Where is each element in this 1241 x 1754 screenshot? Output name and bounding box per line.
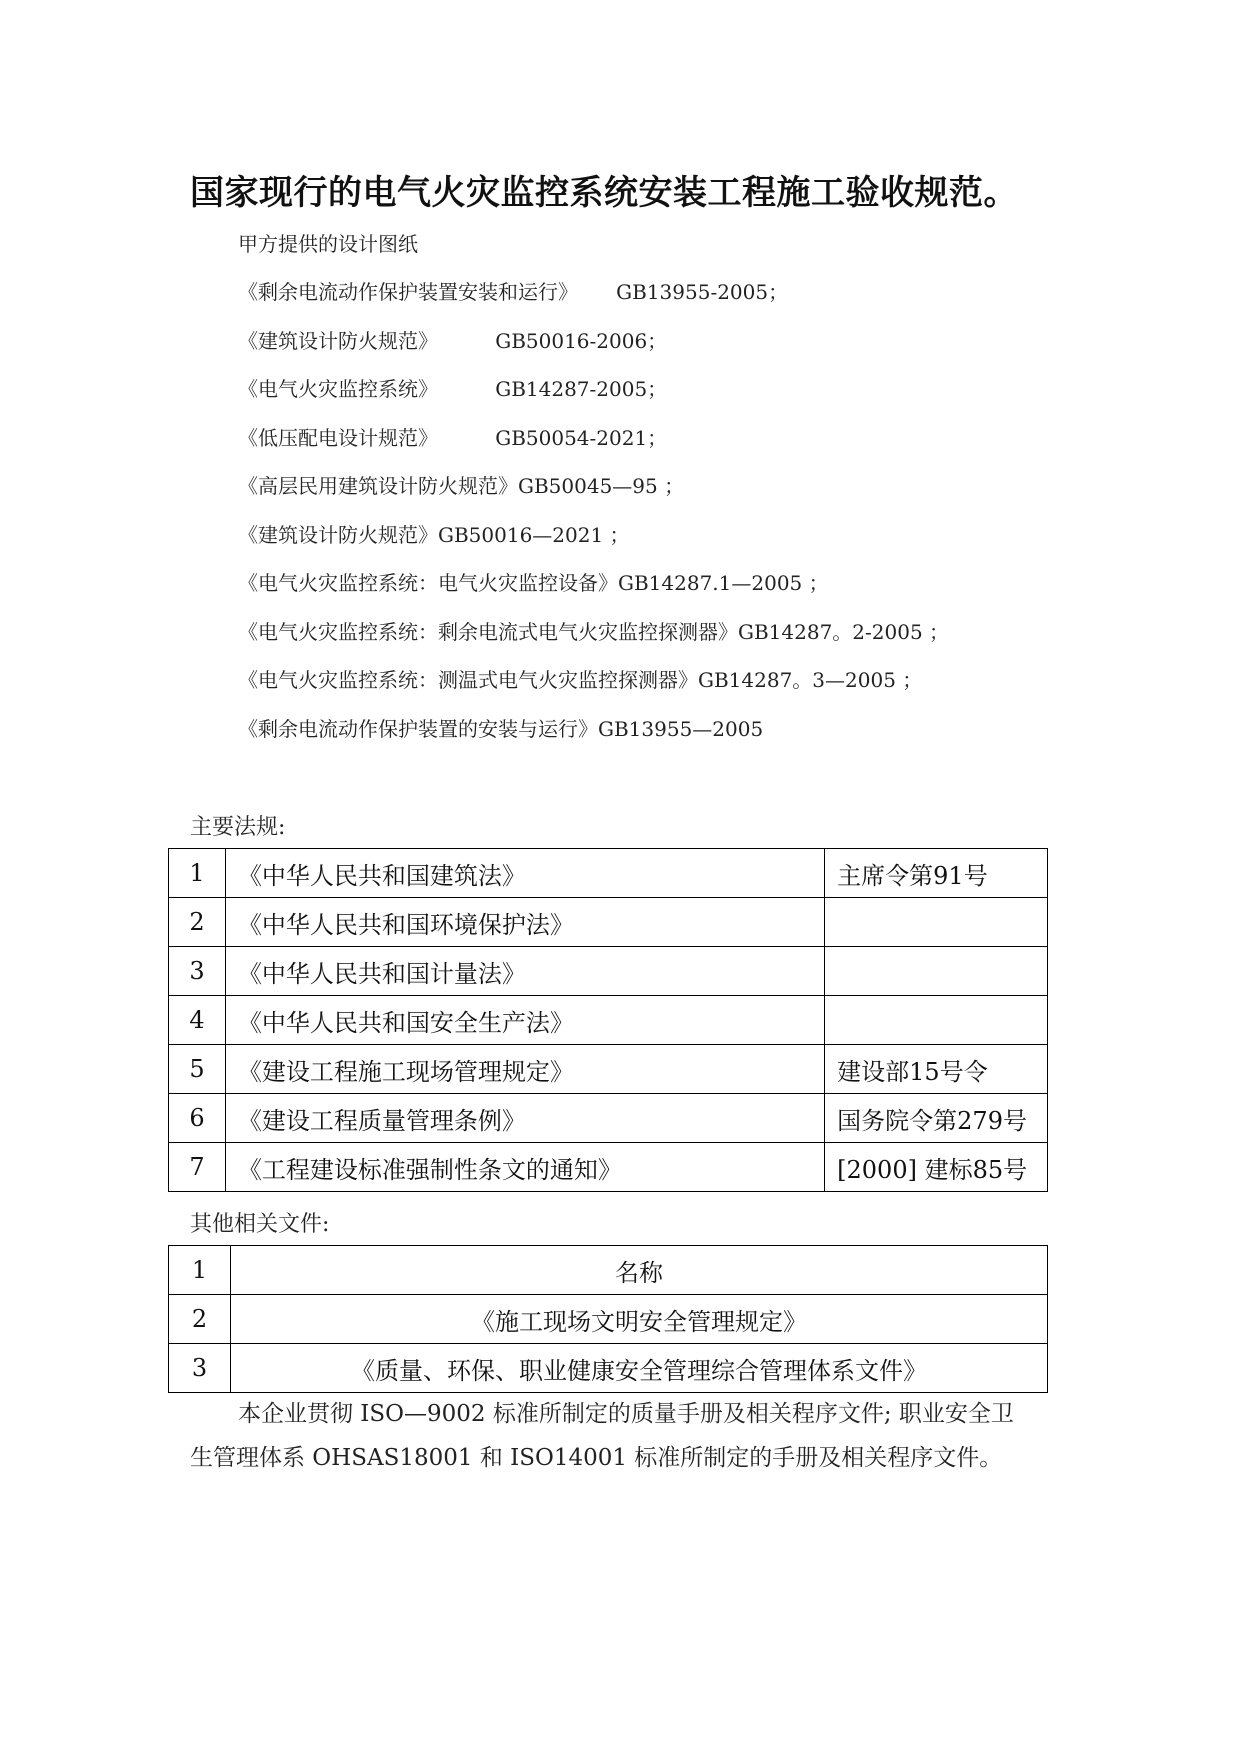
document-name-header: 名称 bbox=[230, 1246, 1047, 1295]
laws-section-label: 主要法规: bbox=[190, 815, 286, 840]
table-row bbox=[169, 947, 1048, 996]
standard-line: 《高层民用建筑设计防火规范》GB50045—95 ； bbox=[238, 474, 685, 498]
standard-line: 《电气火灾监控系统：电气火灾监控设备》GB14287.1—2005 ； bbox=[238, 571, 829, 595]
row-number: 3 bbox=[169, 947, 226, 996]
law-name: 《建设工程质量管理条例》 bbox=[225, 1094, 824, 1143]
law-reference bbox=[825, 898, 1048, 947]
law-name: 《中华人民共和国计量法》 bbox=[225, 947, 824, 996]
design-drawings-line: 甲方提供的设计图纸 bbox=[238, 232, 418, 256]
row-number: 6 bbox=[169, 1094, 226, 1143]
table-row bbox=[169, 898, 1048, 947]
page-title: 国家现行的电气火灾监控系统安装工程施工验收规范。 bbox=[190, 173, 1018, 213]
table-row bbox=[169, 996, 1048, 1045]
row-number: 3 bbox=[169, 1344, 231, 1393]
table-row bbox=[169, 849, 1048, 898]
row-number: 7 bbox=[169, 1143, 226, 1192]
standard-line: 《建筑设计防火规范》 GB50016-2006； bbox=[238, 329, 668, 353]
paragraph-line: 本企业贯彻 ISO—9002 标准所制定的质量手册及相关程序文件; 职业安全卫 bbox=[238, 1401, 1014, 1427]
table-row bbox=[169, 1295, 1048, 1344]
table-row bbox=[169, 1246, 1048, 1295]
table-row bbox=[169, 1045, 1048, 1094]
table-row bbox=[169, 1094, 1048, 1143]
standard-line: 《低压配电设计规范》 GB50054-2021； bbox=[238, 426, 668, 450]
other-docs-table bbox=[168, 1245, 1048, 1393]
standard-line: 《建筑设计防火规范》GB50016—2021 ； bbox=[238, 523, 630, 547]
law-reference: 主席令第91号 bbox=[825, 849, 1048, 898]
law-reference: 国务院令第279号 bbox=[825, 1094, 1048, 1143]
law-name: 《中华人民共和国安全生产法》 bbox=[225, 996, 824, 1045]
law-reference: [2000] 建标85号 bbox=[825, 1143, 1048, 1192]
standard-line: 《电气火灾监控系统：测温式电气火灾监控探测器》GB14287。3—2005 ； bbox=[238, 668, 923, 692]
row-number: 2 bbox=[169, 898, 226, 947]
row-number: 4 bbox=[169, 996, 226, 1045]
standard-line: 《电气火灾监控系统》 GB14287-2005； bbox=[238, 377, 668, 401]
row-number: 5 bbox=[169, 1045, 226, 1094]
row-number: 1 bbox=[169, 1246, 231, 1295]
law-name: 《中华人民共和国建筑法》 bbox=[225, 849, 824, 898]
standard-line: 《剩余电流动作保护装置安装和运行》 GB13955-2005； bbox=[238, 280, 789, 304]
management-system-paragraph bbox=[190, 1392, 1060, 1480]
law-name: 《建设工程施工现场管理规定》 bbox=[225, 1045, 824, 1094]
table-row bbox=[169, 1344, 1048, 1393]
standard-line: 《电气火灾监控系统：剩余电流式电气火灾监控探测器》GB14287。2-2005 ； bbox=[238, 620, 950, 644]
row-number: 2 bbox=[169, 1295, 231, 1344]
law-name: 《工程建设标准强制性条文的通知》 bbox=[225, 1143, 824, 1192]
document-name: 《施工现场文明安全管理规定》 bbox=[230, 1295, 1047, 1344]
table-row bbox=[169, 1143, 1048, 1192]
standard-line: 《剩余电流动作保护装置的安装与运行》GB13955—2005 bbox=[238, 717, 764, 741]
law-reference: 建设部15号令 bbox=[825, 1045, 1048, 1094]
laws-table bbox=[168, 848, 1048, 1192]
document-name: 《质量、环保、职业健康安全管理综合管理体系文件》 bbox=[230, 1344, 1047, 1393]
other-docs-section-label: 其他相关文件: bbox=[190, 1212, 330, 1237]
law-reference bbox=[825, 996, 1048, 1045]
row-number: 1 bbox=[169, 849, 226, 898]
law-reference bbox=[825, 947, 1048, 996]
paragraph-line: 生管理体系 OHSAS18001 和 ISO14001 标准所制定的手册及相关程序文件。 bbox=[190, 1445, 1003, 1471]
law-name: 《中华人民共和国环境保护法》 bbox=[225, 898, 824, 947]
